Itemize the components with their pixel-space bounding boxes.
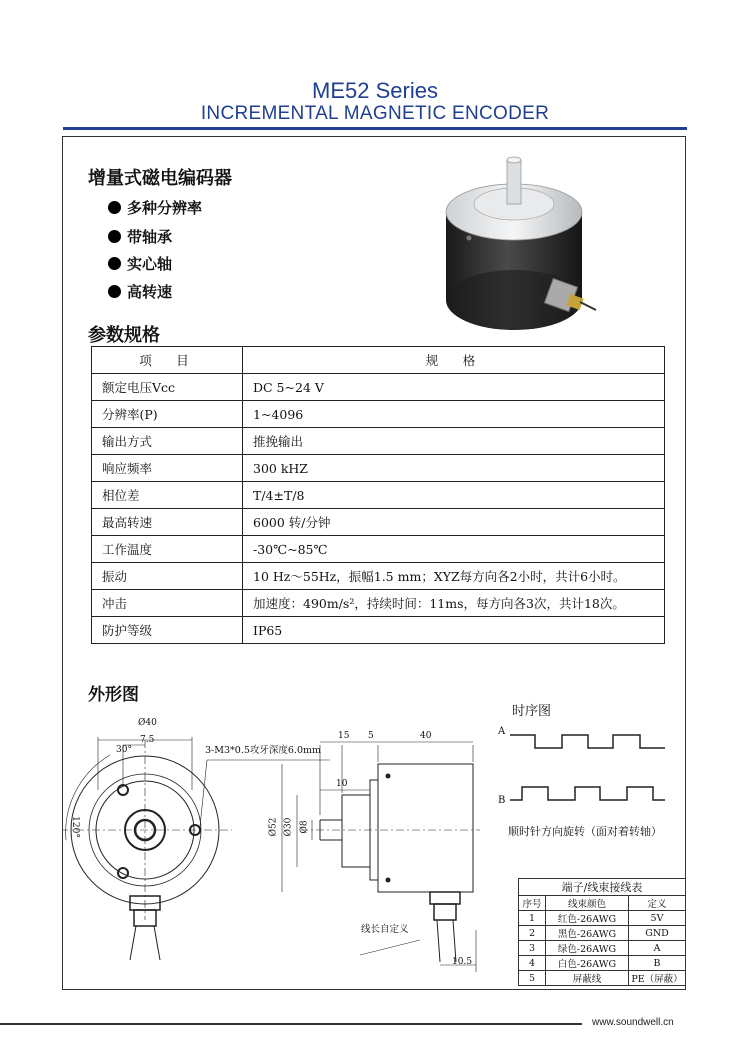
wire-color: 绿色-26AWG <box>546 941 629 956</box>
table-row <box>92 374 665 401</box>
spec-name: 相位差 <box>92 482 243 509</box>
wire-color: 屏蔽线 <box>546 971 629 986</box>
spec-value: 1~4096 <box>243 401 665 428</box>
wire-def: PE（屏蔽） <box>629 971 686 986</box>
dim-10: 10 <box>336 779 348 789</box>
table-row <box>92 617 665 644</box>
cable-length-note: 线长自定义 <box>361 924 409 935</box>
table-header-row <box>519 896 686 911</box>
spec-value: DC 5~24 V <box>243 374 665 401</box>
dim-dia8: Ø8 <box>299 820 310 834</box>
wire-no: 2 <box>519 926 546 941</box>
header-rule <box>63 127 687 130</box>
wiring-table <box>518 878 686 986</box>
spec-value: 6000 转/分钟 <box>243 509 665 536</box>
spec-name: 振动 <box>92 563 243 590</box>
table-row <box>92 536 665 563</box>
spec-name: 额定电压Vcc <box>92 374 243 401</box>
rotation-note: 顺时针方向旋转（面对着转轴） <box>508 825 662 838</box>
table-row <box>519 941 686 956</box>
outline-section-title: 外形图 <box>88 685 139 705</box>
dim-angle-120: 120° <box>69 816 80 838</box>
feature-item: 高转速 <box>108 281 172 302</box>
table-row <box>519 971 686 986</box>
wire-no: 1 <box>519 911 546 926</box>
spec-name: 响应频率 <box>92 455 243 482</box>
wire-def: A <box>629 941 686 956</box>
table-row <box>92 482 665 509</box>
timing-title: 时序图 <box>512 704 552 719</box>
table-row <box>92 563 665 590</box>
dim-40: 40 <box>420 731 432 741</box>
spec-value: -30℃~85℃ <box>243 536 665 563</box>
dim-7-5: 7.5 <box>140 735 155 745</box>
table-header-row <box>92 347 665 374</box>
spec-value: IP65 <box>243 617 665 644</box>
series-title: ME52 Series <box>312 78 438 103</box>
bullet-icon <box>108 257 121 270</box>
spec-value: T/4±T/8 <box>243 482 665 509</box>
bullet-icon <box>108 230 121 243</box>
spec-value: 10 Hz～55Hz，振幅1.5 mm；XYZ每方向各2小时，共计6小时。 <box>243 563 665 590</box>
timing-channel-a: A <box>498 726 506 737</box>
table-row <box>92 455 665 482</box>
spec-table <box>91 346 665 644</box>
footer-url: www.soundwell.cn <box>592 1017 674 1028</box>
bullet-icon <box>108 285 121 298</box>
table-row <box>92 509 665 536</box>
product-subtitle: INCREMENTAL MAGNETIC ENCODER <box>200 103 550 124</box>
wire-color: 白色-26AWG <box>546 956 629 971</box>
dim-15: 15 <box>338 731 350 741</box>
spec-value: 300 kHZ <box>243 455 665 482</box>
feature-item: 带轴承 <box>108 226 172 247</box>
spec-value: 加速度：490m/s²，持续时间：11ms，每方向各3次，共计18次。 <box>243 590 665 617</box>
bullet-icon <box>108 201 121 214</box>
spec-name: 输出方式 <box>92 428 243 455</box>
spec-name: 最高转速 <box>92 509 243 536</box>
wire-no: 3 <box>519 941 546 956</box>
column-header: 规 格 <box>243 347 665 374</box>
spec-name: 防护等级 <box>92 617 243 644</box>
dim-dia40: Ø40 <box>138 718 157 728</box>
product-title: 增量式磁电编码器 <box>88 168 232 189</box>
wire-def: B <box>629 956 686 971</box>
spec-name: 冲击 <box>92 590 243 617</box>
dim-dia52: Ø52 <box>268 817 279 837</box>
dim-angle-30: 30° <box>116 745 132 755</box>
column-header: 项 目 <box>92 347 243 374</box>
feature-item: 实心轴 <box>108 253 172 274</box>
spec-name: 工作温度 <box>92 536 243 563</box>
table-row <box>519 911 686 926</box>
footer-rule <box>0 1023 582 1025</box>
wire-def: GND <box>629 926 686 941</box>
spec-name: 分辨率(P) <box>92 401 243 428</box>
wire-color: 红色-26AWG <box>546 911 629 926</box>
dim-10-5: 10.5 <box>452 957 473 967</box>
wiring-caption: 端子/线束接线表 <box>519 879 686 896</box>
spec-section-title: 参数规格 <box>88 325 160 346</box>
dim-dia30: Ø30 <box>283 817 294 837</box>
table-row <box>92 401 665 428</box>
feature-item: 多种分辨率 <box>108 197 202 218</box>
table-row <box>92 590 665 617</box>
timing-channel-b: B <box>498 795 506 806</box>
spec-value: 推挽输出 <box>243 428 665 455</box>
column-header: 序号 <box>519 896 546 911</box>
table-row <box>519 956 686 971</box>
column-header: 定义 <box>629 896 686 911</box>
encoder-product-image <box>428 150 618 330</box>
wire-def: 5V <box>629 911 686 926</box>
thread-note: 3-M3*0.5攻牙深度6.0mm <box>205 745 322 756</box>
table-row <box>92 428 665 455</box>
table-row <box>519 926 686 941</box>
wire-color: 黑色-26AWG <box>546 926 629 941</box>
column-header: 线束颜色 <box>546 896 629 911</box>
dim-5: 5 <box>368 731 374 741</box>
wire-no: 4 <box>519 956 546 971</box>
wire-no: 5 <box>519 971 546 986</box>
